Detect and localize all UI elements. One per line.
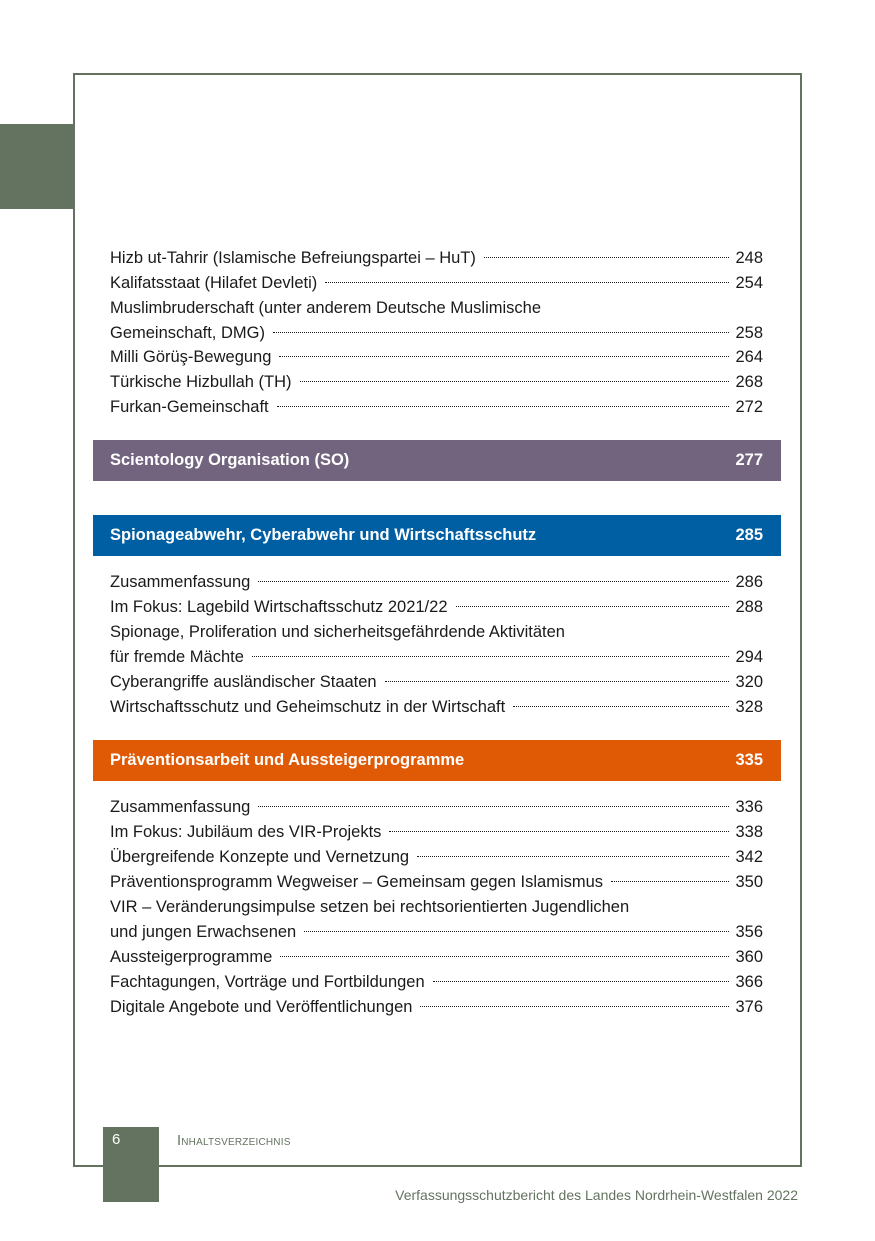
toc-entry-page: 320 [735, 673, 763, 691]
report-title: Verfassungsschutzbericht des Landes Nordrhein-Westfalen 2022 [395, 1187, 798, 1203]
toc-entry[interactable] [110, 970, 763, 995]
dot-leader [611, 881, 729, 882]
toc-entry[interactable] [110, 920, 763, 945]
dot-leader [389, 831, 729, 832]
section-bar-scientology[interactable] [93, 440, 781, 481]
toc-entry-page: 288 [735, 598, 763, 616]
section-bar-praevention[interactable] [93, 740, 781, 781]
toc-entry-title: Fachtagungen, Vorträge und Fortbildungen [110, 973, 425, 991]
dot-leader [277, 406, 730, 407]
toc-entry-page: 258 [735, 324, 763, 342]
toc-entry-page: 294 [735, 648, 763, 666]
dot-leader [513, 706, 729, 707]
section-page: 285 [735, 526, 763, 544]
dot-leader [258, 581, 729, 582]
toc-entry-title: Cyberangriffe ausländischer Staaten [110, 673, 377, 691]
toc-entry-page: 366 [735, 973, 763, 991]
toc-entry-title: Milli Görüş-Bewegung [110, 348, 272, 366]
toc-entry[interactable] [110, 370, 763, 395]
section-title: Spionageabwehr, Cyberabwehr und Wirtschaftsschutz [110, 526, 537, 544]
toc-entry-title-line1[interactable]: Muslimbruderschaft (unter anderem Deutsche Muslimische [110, 299, 541, 317]
toc-entry-page: 248 [735, 249, 763, 267]
dot-leader [273, 332, 730, 333]
toc-entry-title: Zusammenfassung [110, 798, 251, 816]
section-title: Scientology Organisation (SO) [110, 451, 350, 469]
running-header-section: Inhaltsverzeichnis [177, 1133, 291, 1149]
toc-entry-title: Präventionsprogramm Wegweiser – Gemeinsam gegen Islamismus [110, 873, 604, 891]
toc-entry-page: 336 [735, 798, 763, 816]
toc-entry-title: Wirtschaftsschutz und Geheimschutz in der Wirtschaft [110, 698, 506, 716]
dot-leader [279, 356, 729, 357]
toc-entry[interactable] [110, 321, 763, 346]
toc-entry-page: 360 [735, 948, 763, 966]
toc-entry-page: 264 [735, 348, 763, 366]
toc-entry[interactable] [110, 395, 763, 420]
toc-entry[interactable] [110, 271, 763, 296]
toc-entry-page: 272 [735, 398, 763, 416]
toc-entry[interactable] [110, 820, 763, 845]
dot-leader [300, 381, 730, 382]
toc-entry-page: 356 [735, 923, 763, 941]
toc-entry[interactable] [110, 945, 763, 970]
toc-entry-title: Aussteigerprogramme [110, 948, 273, 966]
chapter-side-tab [0, 124, 74, 209]
dot-leader [252, 656, 730, 657]
toc-entry[interactable] [110, 795, 763, 820]
toc-entry-title: und jungen Erwachsenen [110, 923, 297, 941]
dot-leader [456, 606, 730, 607]
dot-leader [304, 931, 729, 932]
dot-leader [280, 956, 729, 957]
toc-entry-page: 268 [735, 373, 763, 391]
dot-leader [433, 981, 730, 982]
toc-entry-title: Kalifatsstaat (Hilafet Devleti) [110, 274, 318, 292]
toc-entry-title: Furkan-Gemeinschaft [110, 398, 269, 416]
page-number: 6 [112, 1131, 121, 1148]
toc-entry[interactable] [110, 570, 763, 595]
toc-entry-title-line1[interactable]: VIR – Veränderungsimpulse setzen bei rechtsorientierten Jugendlichen [110, 898, 630, 916]
toc-entry-title: für fremde Mächte [110, 648, 244, 666]
toc-entry[interactable] [110, 695, 763, 720]
toc-entry[interactable] [110, 845, 763, 870]
dot-leader [258, 806, 729, 807]
toc-entry-title: Im Fokus: Jubiläum des VIR-Projekts [110, 823, 382, 841]
section-page: 277 [735, 451, 763, 469]
toc-entry-title: Im Fokus: Lagebild Wirtschaftsschutz 2021/22 [110, 598, 448, 616]
toc-entry[interactable] [110, 246, 763, 271]
toc-entry-page: 350 [735, 873, 763, 891]
section-bar-spionage[interactable] [93, 515, 781, 556]
toc-entry-title: Hizb ut-Tahrir (Islamische Befreiungspartei – HuT) [110, 249, 476, 267]
toc-entry-title: Gemeinschaft, DMG) [110, 324, 265, 342]
dot-leader [420, 1006, 729, 1007]
toc-entry-page: 286 [735, 573, 763, 591]
dot-leader [325, 282, 729, 283]
dot-leader [417, 856, 729, 857]
toc-entry-title: Zusammenfassung [110, 573, 251, 591]
toc-entry-title: Übergreifende Konzepte und Vernetzung [110, 848, 410, 866]
dot-leader [385, 681, 730, 682]
toc-entry[interactable] [110, 870, 763, 895]
toc-entry-page: 338 [735, 823, 763, 841]
toc-entry[interactable] [110, 995, 763, 1020]
toc-entry[interactable] [110, 595, 763, 620]
toc-entry-page: 254 [735, 274, 763, 292]
dot-leader [484, 257, 730, 258]
toc-entry-title: Türkische Hizbullah (TH) [110, 373, 292, 391]
toc-entry[interactable] [110, 670, 763, 695]
toc-entry-page: 328 [735, 698, 763, 716]
toc-entry-title-line1[interactable]: Spionage, Proliferation und sicherheitsgefährdende Aktivitäten [110, 623, 565, 641]
toc-entry-page: 342 [735, 848, 763, 866]
toc-entry-title: Digitale Angebote und Veröffentlichungen [110, 998, 413, 1016]
toc-entry[interactable] [110, 345, 763, 370]
toc-entry-page: 376 [735, 998, 763, 1016]
toc-entry[interactable] [110, 645, 763, 670]
section-title: Präventionsarbeit und Aussteigerprogramme [110, 751, 465, 769]
section-page: 335 [735, 751, 763, 769]
